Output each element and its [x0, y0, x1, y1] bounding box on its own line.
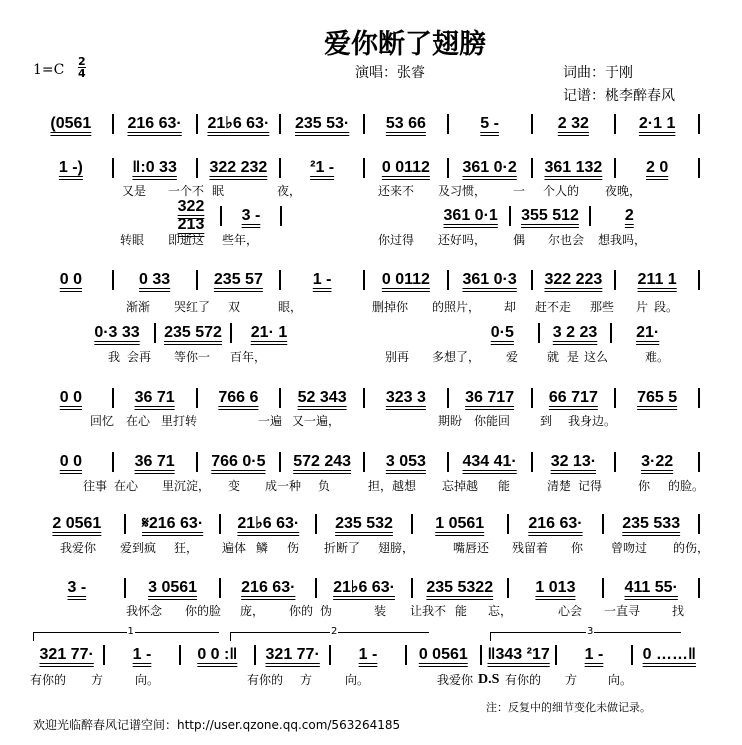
measure: 3·22	[641, 453, 674, 470]
bar-line	[631, 645, 633, 665]
lyric-word: 多想了，	[432, 350, 481, 364]
measure: 0 0 :‖	[197, 646, 238, 663]
lyric-word: 变	[228, 479, 241, 493]
bar-line	[602, 514, 604, 534]
lyric-word: 我	[108, 350, 121, 364]
lyric-word: 这么	[584, 350, 609, 364]
lyric-word: 渐渐	[126, 300, 151, 314]
measure: 21♭6 63·	[207, 115, 270, 132]
measure: ‖343 ²17	[487, 646, 550, 663]
measure: 53 66	[385, 115, 426, 132]
measure: 36 71	[134, 453, 175, 470]
bar-line	[698, 514, 700, 534]
lyric-word: 爱	[506, 350, 519, 364]
bar-line	[112, 270, 114, 290]
measure: 361 0·3	[462, 271, 517, 288]
notation-row	[33, 388, 703, 408]
lyric-word: 的脸。	[668, 479, 705, 493]
bar-line	[447, 270, 449, 290]
measure: 321 77·	[39, 646, 94, 663]
measure: 1 -	[358, 646, 378, 663]
lyric-word: 你的	[289, 604, 314, 618]
bar-line	[196, 114, 198, 134]
lyric-word: 及习惯，	[438, 184, 487, 198]
lyric-word: 又一遍，	[292, 414, 341, 428]
measure: 323 3	[385, 389, 426, 406]
bar-line	[315, 514, 317, 534]
notation-row	[33, 514, 703, 534]
bar-line	[124, 514, 126, 534]
notation-row	[33, 158, 703, 178]
lyric-word: 清楚	[547, 479, 572, 493]
lyric-word: 又是	[122, 184, 147, 198]
lyric-word: 往事	[83, 479, 108, 493]
lyric-word: 我爱你	[437, 673, 474, 687]
volta-2	[230, 626, 429, 641]
lyric-word: 心会	[558, 604, 583, 618]
bar-line	[230, 323, 232, 343]
lyric-word: 向。	[608, 673, 633, 687]
bar-line	[411, 578, 413, 598]
bar-line	[698, 158, 700, 178]
bar-line	[447, 452, 449, 472]
measure: ‖:0 33	[132, 159, 177, 176]
measure: 322 223	[544, 271, 603, 288]
bar-line	[112, 388, 114, 408]
lyric-word: 担，越想	[368, 479, 417, 493]
lyric-word: 的伤，	[673, 541, 710, 555]
measure: 1 -)	[58, 159, 83, 176]
lyric-word: 方	[300, 673, 313, 687]
measure: 1 -	[584, 646, 604, 663]
bar-line	[279, 158, 281, 178]
lyric-word: 嘴唇还	[453, 541, 490, 555]
bar-line	[196, 388, 198, 408]
time-numerator: 2	[78, 55, 86, 68]
bar-line	[538, 323, 540, 343]
lyric-word: 能	[498, 479, 511, 493]
transcriber: 记谱：桃李醉春风	[563, 88, 675, 104]
lyric-word: 里打转	[161, 414, 198, 428]
measure: 211 1	[637, 271, 677, 288]
measure: 36 717	[465, 389, 515, 406]
lyric-word: 忘掉越	[442, 479, 479, 493]
time-signature	[78, 56, 86, 79]
measure: 66 717	[548, 389, 598, 406]
lyric-word: 让我不	[410, 604, 447, 618]
bar-line	[363, 158, 365, 178]
measure: 0 0561	[418, 646, 468, 663]
bar-line	[614, 114, 616, 134]
lyric-word: 的照片，	[432, 300, 481, 314]
measure: 235 533	[622, 515, 681, 532]
bar-line	[219, 578, 221, 598]
lyric-word: 回忆	[90, 414, 115, 428]
lyric-word: 找	[672, 604, 685, 618]
measure: 235 5322	[426, 579, 494, 596]
measure: ²1 -	[310, 159, 335, 176]
bar-line	[480, 645, 482, 665]
lyric-word: 即逝这	[168, 233, 205, 247]
lyric-word: 向。	[345, 673, 370, 687]
measure: 1 0561	[435, 515, 485, 532]
notation-row	[33, 114, 703, 134]
bar-line	[196, 452, 198, 472]
measure: 0·5	[490, 324, 514, 341]
lyric-word: 等你一	[174, 350, 211, 364]
measure: 1 -	[132, 646, 152, 663]
measure: 3 -	[67, 579, 87, 596]
bar-line	[698, 452, 700, 472]
measure: 𝄋216 63·	[142, 515, 204, 532]
lyric-word: 删掉你	[372, 300, 409, 314]
measure: 3 0561	[148, 579, 198, 596]
lyric-word: 到	[540, 414, 553, 428]
lyric-word: 你	[571, 541, 584, 555]
measure: 5 -	[480, 115, 499, 132]
measure: 765 5	[637, 389, 678, 406]
notation-row	[435, 206, 665, 226]
volta-1	[33, 626, 219, 641]
lyric-word: 遍体	[222, 541, 247, 555]
lyric-word: 你过得	[378, 233, 415, 247]
measure: 321 77·	[265, 646, 320, 663]
bar-line	[254, 645, 256, 665]
measure: 2·1 1	[638, 115, 676, 132]
bar-line	[154, 323, 156, 343]
lyric-word: 一	[513, 184, 526, 198]
singer: 演唱：张睿	[355, 65, 425, 81]
notation-row	[33, 578, 703, 598]
bar-line	[363, 114, 365, 134]
measure: 3 2 23	[552, 324, 598, 341]
measure: 235 53·	[294, 115, 350, 132]
measure: 766 0·5	[211, 453, 266, 470]
lyric-word: 狂，	[174, 541, 199, 555]
bar-line	[103, 645, 105, 665]
measure: 0 0	[59, 453, 82, 470]
time-denominator: 4	[78, 67, 86, 80]
lyric-word: 别再	[385, 350, 410, 364]
bar-line	[112, 452, 114, 472]
bar-line	[698, 270, 700, 290]
lyric-word: 我爱你	[60, 541, 97, 555]
measure: 2	[624, 207, 634, 224]
bar-line	[220, 206, 222, 226]
bar-line	[196, 158, 198, 178]
lyric-word: 鳞	[256, 541, 269, 555]
bar-line	[507, 578, 509, 598]
bar-line	[614, 270, 616, 290]
bar-line	[614, 388, 616, 408]
lyric-word: 哭红了	[174, 300, 211, 314]
lyric-word: 里沉淀，	[162, 479, 211, 493]
song-title: 爱你断了翅膀	[324, 29, 486, 60]
bar-line	[196, 270, 198, 290]
lyric-word: 你	[638, 479, 651, 493]
notation-row	[83, 323, 303, 343]
lyric-word: 夜晚，	[605, 184, 642, 198]
measure: 322 213	[177, 198, 205, 233]
lyric-word: 却	[504, 300, 517, 314]
measure: 411 55·	[624, 579, 678, 596]
measure: 36 71	[134, 389, 175, 406]
measure: 0 0112	[381, 159, 430, 176]
bar-line	[279, 270, 281, 290]
measure: 2 0	[646, 159, 669, 176]
bar-line	[602, 578, 604, 598]
lyric-word: 一遍	[258, 414, 283, 428]
lyric-word: 夜，	[277, 184, 302, 198]
measure: 21♭6 63·	[333, 579, 395, 596]
bar-line	[124, 578, 126, 598]
footer-link[interactable]: 欢迎光临醉春风记谱空间：http://user.qzone.qq.com/563264185	[33, 718, 401, 732]
lyric-word: 翅膀，	[378, 541, 415, 555]
notation-row	[470, 323, 680, 343]
measure: 322 232	[209, 159, 268, 176]
lyric-word: 负	[318, 479, 331, 493]
bar-line	[411, 514, 413, 534]
lyric-word: 伪	[320, 604, 333, 618]
lyric-word: 百年，	[230, 350, 267, 364]
bar-line	[112, 158, 114, 178]
lyric-word: 还好吗，	[438, 233, 487, 247]
bar-line	[279, 388, 281, 408]
measure: 0 0	[59, 271, 82, 288]
lyric-word: 曾吻过	[611, 541, 648, 555]
lyric-word: 记得	[578, 479, 603, 493]
bar-line	[219, 514, 221, 534]
lyric-word: 残留着	[512, 541, 549, 555]
lyric-word: 一直寻	[604, 604, 641, 618]
measure: 21· 1	[250, 324, 288, 341]
bar-line	[614, 158, 616, 178]
lyric-word: 成一种	[265, 479, 302, 493]
measure: 3 -	[241, 207, 261, 224]
measure: 235 57	[213, 271, 263, 288]
measure: 2 32	[557, 115, 589, 132]
measure: 21♭6 63·	[237, 515, 300, 532]
lyric-word: 个人的	[543, 184, 580, 198]
bar-line	[405, 645, 407, 665]
lyric-word: 是	[567, 350, 580, 364]
lyric-word: D.S	[478, 672, 500, 687]
lyric-word: 有你的	[247, 673, 284, 687]
lyric-word: 你能回	[474, 414, 511, 428]
measure: 0 33	[139, 271, 171, 288]
lyric-word: 期盼	[438, 414, 463, 428]
lyric-word: 些年，	[222, 233, 259, 247]
notation-row	[165, 198, 285, 233]
lyric-word: 片	[636, 300, 649, 314]
bar-line	[531, 158, 533, 178]
measure: 235 532	[335, 515, 393, 532]
lyric-word: 向。	[135, 673, 160, 687]
lyric-word: 偶	[513, 233, 526, 247]
lyric-word: 会再	[127, 350, 152, 364]
bar-line	[315, 578, 317, 598]
bar-line	[509, 206, 511, 226]
measure: 355 512	[521, 207, 579, 224]
measure: 216 63·	[528, 515, 583, 532]
lyric-word: 庞，	[240, 604, 265, 618]
notation-row	[33, 645, 703, 665]
bar-line	[698, 388, 700, 408]
measure: 361 0·2	[462, 159, 517, 176]
lyric-word: 装	[374, 604, 387, 618]
lyric-word: 方	[565, 673, 578, 687]
lyric-word: 段。	[654, 300, 679, 314]
measure: 0 0	[59, 389, 82, 406]
bar-line	[280, 206, 282, 226]
lyric-word: 我怀念	[126, 604, 163, 618]
measure: 0·3 33	[94, 324, 140, 341]
measure: (0561	[50, 115, 92, 132]
volta-label: 1	[127, 626, 134, 637]
bar-line	[279, 452, 281, 472]
lyric-word: 尔也会	[548, 233, 585, 247]
lyric-word: 赶不走	[535, 300, 572, 314]
lyric-word: 有你的	[30, 673, 67, 687]
lyric-word: 转眼	[120, 233, 145, 247]
measure: 2 0561	[52, 515, 102, 532]
measure: 434 41·	[462, 453, 517, 470]
lyric-word: 折断了	[324, 541, 361, 555]
lyric-word: 有你的	[505, 673, 542, 687]
bar-line	[531, 388, 533, 408]
lyric-word: 眠	[212, 184, 225, 198]
bar-line	[447, 388, 449, 408]
lyric-word: 在心	[126, 414, 151, 428]
notation-row	[33, 270, 703, 290]
measure: 0 ……‖	[642, 646, 696, 663]
measure: 1 -	[312, 271, 332, 288]
lyric-word: 双	[228, 300, 241, 314]
bar-line	[698, 578, 700, 598]
bar-line	[531, 452, 533, 472]
bar-line	[531, 114, 533, 134]
measure: 21·	[636, 324, 660, 341]
bar-line	[112, 114, 114, 134]
measure: 216 63·	[127, 115, 182, 132]
bar-line	[329, 645, 331, 665]
bar-line	[507, 514, 509, 534]
lyric-word: 难。	[645, 350, 670, 364]
measure: 1 013	[535, 579, 576, 596]
notation-row	[33, 452, 703, 472]
lyric-word: 你的脸	[185, 604, 222, 618]
measure: 361 0·1	[443, 207, 498, 224]
lyric-word: 爱到疯	[120, 541, 157, 555]
bar-line	[614, 452, 616, 472]
volta-label: 2	[331, 626, 338, 637]
lyric-word: 就	[547, 350, 560, 364]
measure: 3 053	[385, 453, 426, 470]
lyric-word: 一个不	[168, 184, 205, 198]
bar-line	[363, 388, 365, 408]
measure: 572 243	[293, 453, 352, 470]
lyric-word: 伤	[287, 541, 300, 555]
lyric-word: 想我吗，	[598, 233, 647, 247]
lyric-word: 在心	[114, 479, 139, 493]
bar-line	[555, 645, 557, 665]
bar-line	[363, 270, 365, 290]
bar-line	[698, 114, 700, 134]
composer: 词曲：于刚	[563, 65, 633, 81]
lyric-word: 还来不	[378, 184, 415, 198]
bar-line	[531, 270, 533, 290]
bar-line	[279, 114, 281, 134]
bar-line	[363, 452, 365, 472]
lyric-word: 眼，	[278, 300, 303, 314]
lyric-word: 忘，	[488, 604, 513, 618]
lyric-word: 我身边。	[568, 414, 617, 428]
measure: 216 63·	[241, 579, 296, 596]
bar-line	[447, 158, 449, 178]
bar-line	[179, 645, 181, 665]
measure: 766 6	[218, 389, 259, 406]
measure: 0 0112	[381, 271, 430, 288]
volta-label: 3	[587, 626, 594, 637]
measure: 32 13·	[550, 453, 597, 470]
footnote: 注：反复中的细节变化未做记录。	[486, 701, 651, 714]
bar-line	[447, 114, 449, 134]
measure: 361 132	[544, 159, 603, 176]
bar-line	[610, 323, 612, 343]
lyric-word: 能	[455, 604, 468, 618]
lyric-word: 方	[91, 673, 104, 687]
key-signature: 1=C	[33, 62, 65, 78]
bar-line	[589, 206, 591, 226]
measure: 235 572	[164, 324, 222, 341]
lyric-word: 那些	[590, 300, 615, 314]
measure: 52 343	[297, 389, 347, 406]
volta-3	[490, 626, 681, 641]
